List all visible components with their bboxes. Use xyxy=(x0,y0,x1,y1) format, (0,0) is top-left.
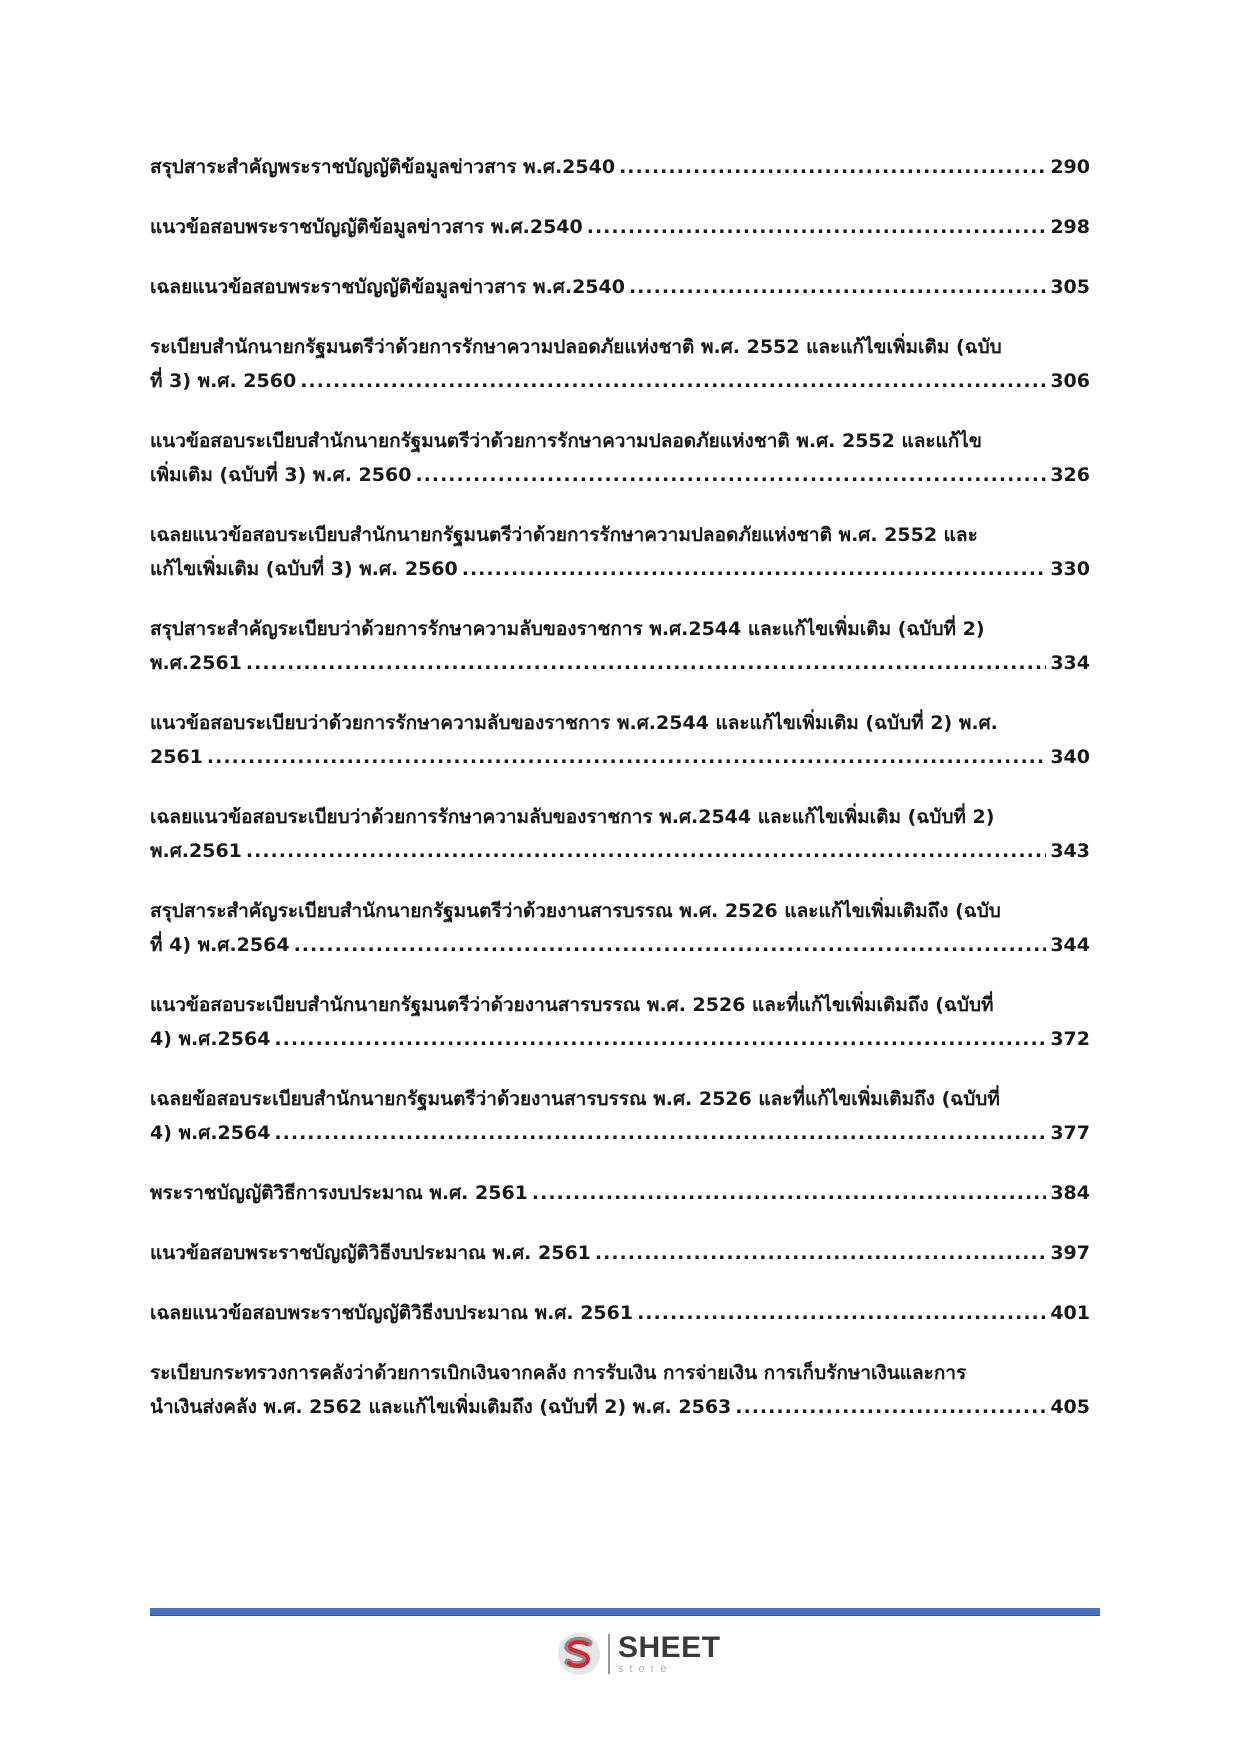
toc-entry-title-line: 2561 xyxy=(150,746,203,768)
toc-entry-line xyxy=(150,928,1090,962)
toc-entry-line xyxy=(150,1236,1090,1270)
toc-entry[interactable] xyxy=(150,1296,1090,1330)
toc-entry-title-line: พระราชบัญญัติวิธีการงบประมาณ พ.ศ. 2561 xyxy=(150,1182,528,1204)
toc-leader-dots xyxy=(274,1022,1046,1056)
toc-page-number: 330 xyxy=(1050,558,1090,580)
toc-entry-title-line: นำเงินส่งคลัง พ.ศ. 2562 และแก้ไขเพิ่มเติมถึง (ฉบับที่ 2) พ.ศ. 2563 xyxy=(150,1396,732,1418)
toc-entry[interactable] xyxy=(150,1356,1090,1424)
toc-leader-dots xyxy=(207,740,1046,774)
toc-entry-title-line: แนวข้อสอบระเบียบสำนักนายกรัฐมนตรีว่าด้วยการรักษาความปลอดภัยแห่งชาติ พ.ศ. 2552 และแก้ไข xyxy=(150,430,982,452)
toc-leader-dots xyxy=(246,646,1046,680)
toc-leader-dots xyxy=(246,834,1046,868)
toc-leader-dots xyxy=(629,270,1046,304)
toc-entry-title-line: ระเบียบกระทรวงการคลังว่าด้วยการเบิกเงินจากคลัง การรับเงิน การจ่ายเงิน การเก็บรักษาเงินและการ xyxy=(150,1362,967,1384)
toc-entry[interactable] xyxy=(150,518,1090,586)
toc-entry-line xyxy=(150,646,1090,680)
sheet-store-logo xyxy=(556,1628,721,1680)
logo-subword: store xyxy=(618,1663,673,1675)
toc-entry-title-line: แนวข้อสอบพระราชบัญญัติข้อมูลข่าวสาร พ.ศ.2540 xyxy=(150,216,583,238)
toc-leader-dots xyxy=(637,1296,1046,1330)
toc-entry[interactable] xyxy=(150,988,1090,1056)
toc-entry[interactable] xyxy=(150,1176,1090,1210)
toc-entry-line xyxy=(150,270,1090,304)
toc-page-number: 340 xyxy=(1050,746,1090,768)
toc-leader-dots xyxy=(532,1176,1046,1210)
footer-divider xyxy=(150,1608,1100,1616)
toc-entry[interactable] xyxy=(150,1082,1090,1150)
toc-entry-line xyxy=(150,1296,1090,1330)
toc-page-number: 377 xyxy=(1050,1122,1090,1144)
toc-entry-title-line: เฉลยแนวข้อสอบพระราชบัญญัติข้อมูลข่าวสาร พ.ศ.2540 xyxy=(150,276,625,298)
toc-entry-line xyxy=(150,150,1090,184)
toc-entry[interactable] xyxy=(150,1236,1090,1270)
toc-entry[interactable] xyxy=(150,706,1090,774)
toc-entry-title-line: 4) พ.ศ.2564 xyxy=(150,1122,271,1144)
sheet-store-logo-icon xyxy=(556,1631,602,1677)
toc-entry-line xyxy=(150,1022,1090,1056)
toc-entry-title-line: พ.ศ.2561 xyxy=(150,652,242,674)
toc-entry-title-line: เฉลยแนวข้อสอบระเบียบสำนักนายกรัฐมนตรีว่าด้วยการรักษาความปลอดภัยแห่งชาติ พ.ศ. 2552 และ xyxy=(150,524,978,546)
toc-entry-title-line: ระเบียบสำนักนายกรัฐมนตรีว่าด้วยการรักษาความปลอดภัยแห่งชาติ พ.ศ. 2552 และแก้ไขเพิ่มเติม (ฉบับ xyxy=(150,336,1002,358)
toc-entry[interactable] xyxy=(150,150,1090,184)
toc-entry-title-line: เฉลยแนวข้อสอบระเบียบว่าด้วยการรักษาความลับของราชการ พ.ศ.2544 และแก้ไขเพิ่มเติม (ฉบับที่ 2) xyxy=(150,806,995,828)
toc-entry-title-line: ที่ 3) พ.ศ. 2560 xyxy=(150,370,297,392)
toc-leader-dots xyxy=(274,1116,1046,1150)
toc-entry-line xyxy=(150,1390,1090,1424)
toc-page-number: 384 xyxy=(1050,1182,1090,1204)
toc-entry-line xyxy=(150,458,1090,492)
toc-leader-dots xyxy=(300,364,1046,398)
toc-entry-title-line: แนวข้อสอบระเบียบว่าด้วยการรักษาความลับของราชการ พ.ศ.2544 และแก้ไขเพิ่มเติม (ฉบับที่ 2) พ.ศ. xyxy=(150,712,998,734)
toc-entry-title-line: เฉลยข้อสอบระเบียบสำนักนายกรัฐมนตรีว่าด้วยงานสารบรรณ พ.ศ. 2526 และที่แก้ไขเพิ่มเติมถึง (ฉบับที่ xyxy=(150,1088,1000,1110)
toc-leader-dots xyxy=(735,1390,1046,1424)
toc-page-number: 334 xyxy=(1050,652,1090,674)
toc-entry-title-line: แนวข้อสอบพระราชบัญญัติวิธีงบประมาณ พ.ศ. 2561 xyxy=(150,1242,591,1264)
toc-entry-line xyxy=(150,364,1090,398)
toc-page-number: 290 xyxy=(1050,156,1090,178)
toc-page-number: 397 xyxy=(1050,1242,1090,1264)
toc-page-number: 306 xyxy=(1050,370,1090,392)
toc-entry[interactable] xyxy=(150,210,1090,244)
toc-entry[interactable] xyxy=(150,894,1090,962)
toc-leader-dots xyxy=(595,1236,1046,1270)
toc-entry-line xyxy=(150,210,1090,244)
toc-entry-title-line: สรุปสาระสำคัญระเบียบสำนักนายกรัฐมนตรีว่าด้วยงานสารบรรณ พ.ศ. 2526 และแก้ไขเพิ่มเติมถึง (ฉบับ xyxy=(150,900,1001,922)
toc-page-number: 298 xyxy=(1050,216,1090,238)
toc-entry[interactable] xyxy=(150,800,1090,868)
toc-page-number: 305 xyxy=(1050,276,1090,298)
toc-entry[interactable] xyxy=(150,612,1090,680)
toc-leader-dots xyxy=(619,150,1046,184)
toc-entry-title-line: เพิ่มเติม (ฉบับที่ 3) พ.ศ. 2560 xyxy=(150,464,412,486)
toc-entry-line xyxy=(150,1176,1090,1210)
toc-entry-line xyxy=(150,552,1090,586)
toc-entry[interactable] xyxy=(150,424,1090,492)
toc-entry-line xyxy=(150,1116,1090,1150)
toc-leader-dots xyxy=(294,928,1047,962)
toc-page-number: 343 xyxy=(1050,840,1090,862)
toc-entry-line xyxy=(150,834,1090,868)
toc-entry-title-line: สรุปสาระสำคัญระเบียบว่าด้วยการรักษาความลับของราชการ พ.ศ.2544 และแก้ไขเพิ่มเติม (ฉบับที่ 2) xyxy=(150,618,985,640)
toc-leader-dots xyxy=(415,458,1046,492)
toc-page-number: 372 xyxy=(1050,1028,1090,1050)
toc-entry-title-line: แนวข้อสอบระเบียบสำนักนายกรัฐมนตรีว่าด้วยงานสารบรรณ พ.ศ. 2526 และที่แก้ไขเพิ่มเติมถึง (ฉบับที่ xyxy=(150,994,994,1016)
toc-entry-title-line: เฉลยแนวข้อสอบพระราชบัญญัติวิธีงบประมาณ พ.ศ. 2561 xyxy=(150,1302,634,1324)
toc-entry-title-line: สรุปสาระสำคัญพระราชบัญญัติข้อมูลข่าวสาร พ.ศ.2540 xyxy=(150,156,616,178)
toc-entry[interactable] xyxy=(150,270,1090,304)
toc-entry-title-line: พ.ศ.2561 xyxy=(150,840,242,862)
toc-page-number: 326 xyxy=(1050,464,1090,486)
table-of-contents xyxy=(150,150,1090,1450)
toc-entry[interactable] xyxy=(150,330,1090,398)
toc-entry-line xyxy=(150,740,1090,774)
toc-leader-dots xyxy=(462,552,1047,586)
logo-word: SHEET xyxy=(618,1631,721,1664)
logo-text xyxy=(618,1633,721,1675)
toc-entry-title-line: ที่ 4) พ.ศ.2564 xyxy=(150,934,290,956)
toc-leader-dots xyxy=(587,210,1047,244)
toc-page-number: 401 xyxy=(1050,1302,1090,1324)
logo-separator xyxy=(608,1634,610,1674)
toc-entry-title-line: แก้ไขเพิ่มเติม (ฉบับที่ 3) พ.ศ. 2560 xyxy=(150,558,458,580)
toc-page-number: 344 xyxy=(1050,934,1090,956)
toc-page-number: 405 xyxy=(1050,1396,1090,1418)
toc-entry-title-line: 4) พ.ศ.2564 xyxy=(150,1028,271,1050)
